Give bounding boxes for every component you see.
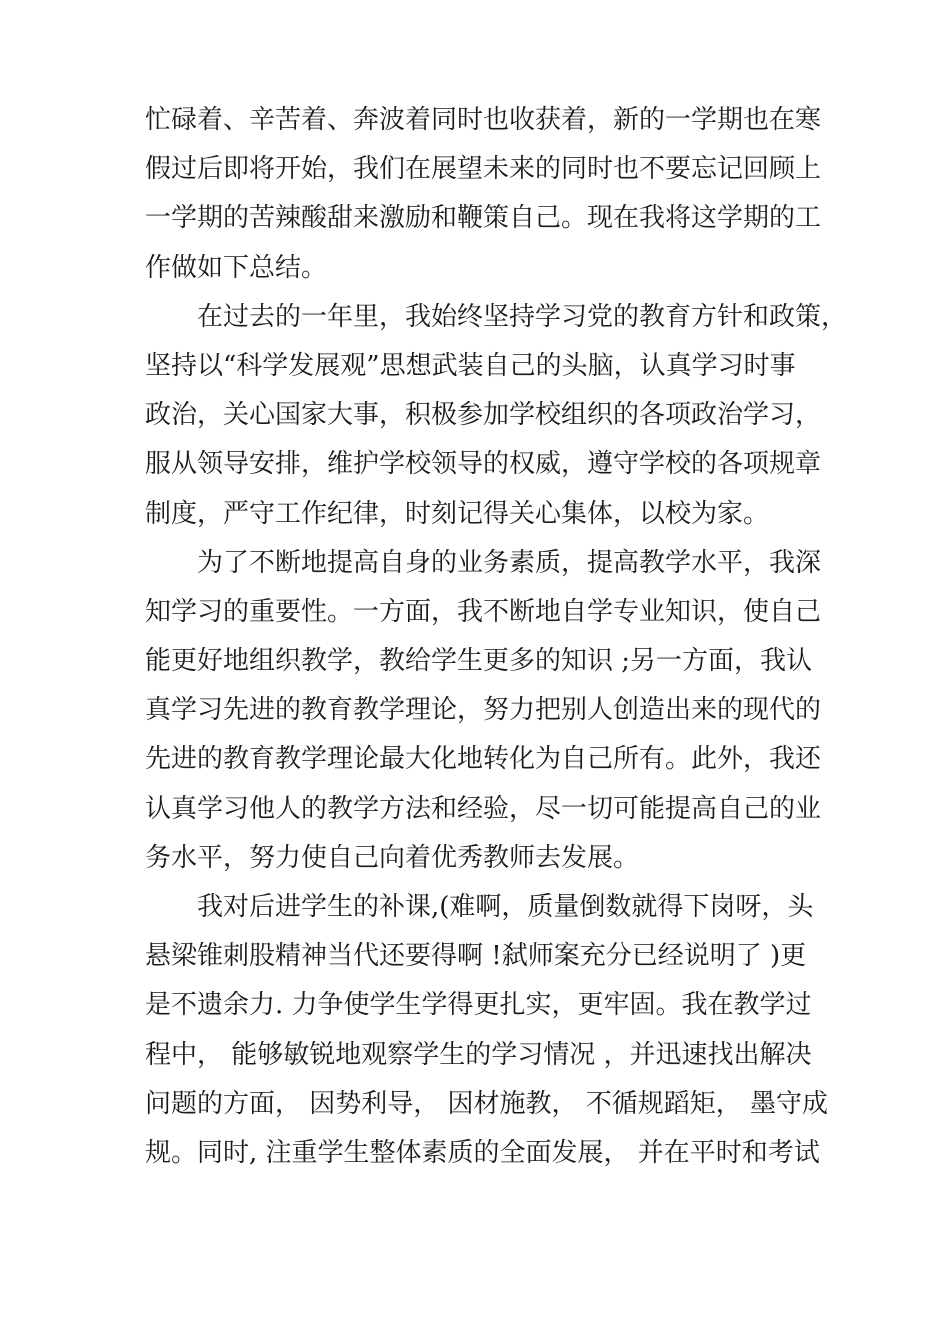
text-line: 作做如下总结。 bbox=[145, 252, 328, 283]
paragraph-first-line: 在过去的一年里，我始终坚持学习党的教育方针和政策， bbox=[197, 301, 848, 332]
text-line: 规。同时, 注重学生整体素质的全面发展， 并在平时和考试 bbox=[145, 1137, 820, 1168]
text-line: 务水平，努力使自己向着优秀教师去发展。 bbox=[145, 842, 640, 873]
text-line: 假过后即将开始，我们在展望未来的同时也不要忘记回顾上 bbox=[145, 154, 822, 185]
text-line: 制度，严守工作纪律，时刻记得关心集体，以校为家。 bbox=[145, 498, 770, 529]
text-line: 坚持以“科学发展观”思想武装自己的头脑，认真学习时事 bbox=[145, 350, 796, 381]
text-line: 政治，关心国家大事，积极参加学校组织的各项政治学习， bbox=[145, 400, 822, 431]
text-line: 忙碌着、辛苦着、奔波着同时也收获着，新的一学期也在寒 bbox=[145, 105, 822, 135]
text-line: 先进的教育教学理论最大化地转化为自己所有。此外，我还 bbox=[145, 744, 822, 775]
text-line: 程中， 能够敏锐地观察学生的学习情况 ，并迅速找出解决 bbox=[145, 1039, 812, 1070]
text-line: 悬梁锥刺股精神当代还要得啊 !弑师案充分已经说明了 )更 bbox=[145, 941, 807, 972]
document-body bbox=[145, 96, 848, 1178]
text-line: 问题的方面， 因势利导， 因材施教， 不循规蹈矩， 墨守成 bbox=[145, 1088, 829, 1119]
paragraph-first-line: 我对后进学生的补课,(难啊，质量倒数就得下岗呀，头 bbox=[197, 892, 814, 922]
text-line: 能更好地组织教学，教给学生更多的知识 ;另一方面，我认 bbox=[145, 646, 813, 677]
text-line: 一学期的苦辣酸甜来激励和鞭策自己。现在我将这学期的工 bbox=[145, 203, 822, 234]
text-line: 知学习的重要性。一方面，我不断地自学专业知识，使自己 bbox=[145, 596, 822, 627]
text-line: 真学习先进的教育教学理论，努力把别人创造出来的现代的 bbox=[145, 695, 822, 726]
text-line: 认真学习他人的教学方法和经验，尽一切可能提高自己的业 bbox=[145, 793, 822, 824]
text-line: 服从领导安排，维护学校领导的权威，遵守学校的各项规章 bbox=[145, 449, 822, 480]
paragraph-first-line: 为了不断地提高自身的业务素质，提高教学水平，我深 bbox=[197, 547, 822, 578]
text-line: 是不遗余力. 力争使学生学得更扎实，更牢固。我在教学过 bbox=[145, 990, 812, 1021]
